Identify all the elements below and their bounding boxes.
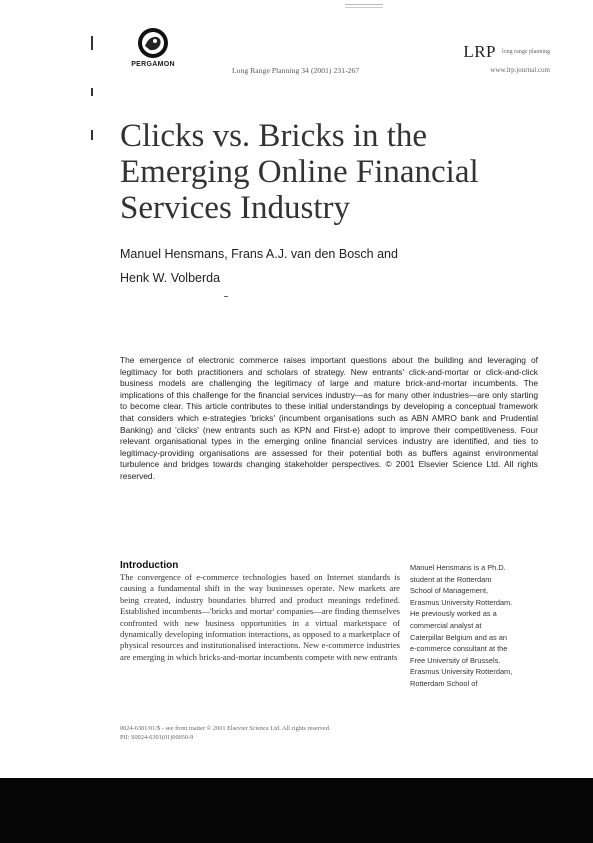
title-line: Clicks vs. Bricks in the <box>120 118 428 155</box>
footer-line: PII: S0024-6301(01)00050-9 <box>120 734 194 741</box>
article-authors <box>120 242 480 290</box>
sidebar-line: Manuel Hensmans is a Ph.D. <box>410 563 506 572</box>
publisher-name: PERGAMON <box>131 61 175 68</box>
article-abstract: The emergence of electronic commerce raises important questions about the building and leveraging of legitimacy for both practitioners and scholars of strategy. New entrants' click-and-mortar or click-and-click business models are challenging the legitimacy of large and mature brick-and-mortar incumbents. The implications of this challenge for the financial services industry—as for many other industries—are only starting to become clear. This article contributes to these initial understandings by developing a conceptual framework that considers which e-strategies 'bricks' (incumbent organisations such as ABN AMRO bank and Prudential Banking) and 'clicks' (new entrants such as KPN and First-e) adopt to improve their competitiveness. Four relevant organisational types in the emerging online financial services industry are identified, and ties to legitimacy-providing organisations are assessed for their potential both as buffers against environmental turbulence and bridges towards changing stakeholder perspectives. © 2001 Elsevier Science Ltd. All rights reserved. <box>120 355 538 481</box>
introduction-heading: Introduction <box>120 560 179 571</box>
sidebar-line: commercial analyst at <box>410 620 482 630</box>
journal-url: www.lrp.journal.com <box>490 66 550 74</box>
author-line: Manuel Hensmans, Frans A.J. van den Bosch and <box>120 247 398 261</box>
sidebar-line: Erasmus University Rotterdam. <box>410 597 513 607</box>
pergamon-emblem-icon <box>135 26 171 60</box>
sidebar-line: School of Management, <box>410 586 489 596</box>
article-title <box>120 118 520 226</box>
journal-citation: Long Range Planning 34 (2001) 231-267 <box>232 66 360 75</box>
publisher-logo <box>118 26 188 68</box>
title-line: Emerging Online Financial <box>120 154 479 191</box>
introduction-paragraph: The convergence of e-commerce technologies based on Internet standards is causing a fundamental shift in the way businesses operate. New markets are being created, industry boundaries blurred and product meanings redefined. Established incumbents—'bricks and mortar' companies—are finding themselves confronted with new business opportunities in a virtual marketspace of dynamically developing information interactions, as opposed to a marketplace of physical resources and institutionalised interactions. New e-commerce industries are emerging in which bricks-and-mortar incumbents compete with new entrants <box>120 572 400 662</box>
author-line: Henk W. Volberda <box>120 271 221 285</box>
journal-subtitle: long range planning <box>502 49 550 55</box>
margin-mark <box>91 130 93 140</box>
scan-dark-band <box>0 778 593 843</box>
sidebar-line: e-commerce consultant at the <box>410 644 508 654</box>
scan-artifact-dot <box>224 296 228 297</box>
sidebar-line: He previously worked as a <box>410 609 497 619</box>
sidebar-line: Caterpillar Belgium and as an <box>410 632 507 642</box>
footer-line: 0024-6301/01/$ - see front matter © 2001 Elsevier Science Ltd. All rights reserved. <box>120 725 331 732</box>
sidebar-line: Free University of Brussels. <box>410 655 501 665</box>
page-header <box>0 0 593 90</box>
sidebar-line: Rotterdam School of <box>410 678 478 688</box>
copyright-footer <box>120 724 420 742</box>
author-bio-sidebar <box>410 562 540 690</box>
journal-abbrev: LRP <box>463 42 496 61</box>
journal-brand <box>440 42 550 74</box>
sidebar-line: Erasmus University Rotterdam, <box>410 667 513 677</box>
title-line: Services Industry <box>120 190 351 227</box>
sidebar-line: student at the Rotterdam <box>410 574 492 584</box>
